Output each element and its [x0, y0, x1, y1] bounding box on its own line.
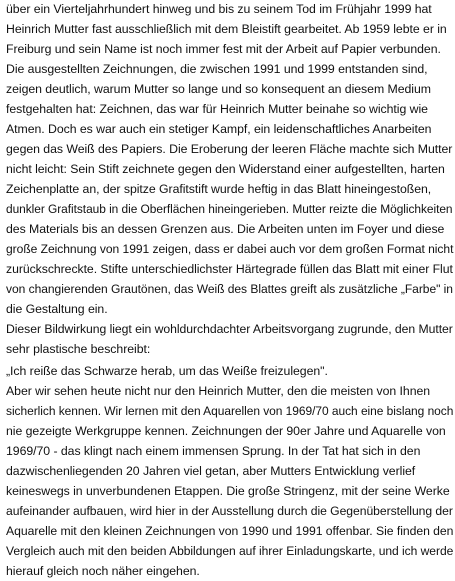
text-line: keineswegs in unverbundenen Etappen. Die große Stringenz, mit der seine Werke: [6, 484, 450, 498]
text-line: festgehalten hat: Zeichnen, das war für Heinrich Mutter beinahe so wichtig wie: [6, 102, 428, 116]
text-line: Die ausgestellten Zeichnungen, die zwischen 1991 und 1999 entstanden sind,: [6, 62, 428, 76]
text-line: zurückschreckte. Stifte unterschiedlichster Härtegrade füllen das Blatt mit einer Flut: [6, 262, 453, 276]
text-line: Freiburg und sein Name ist noch immer fest mit der Arbeit auf Papier verbunden.: [6, 42, 441, 56]
text-line: Vergleich auch mit den beiden Abbildungen auf ihrer Einladungskarte, und ich werde: [6, 544, 454, 558]
text-line: hierauf gleich noch näher eingehen.: [6, 564, 200, 578]
text-line: nicht leicht: Sein Stift zeichnete gegen den Widerstand einer aufgestellten, harten: [6, 162, 445, 176]
text-line: Aber wir sehen heute nicht nur den Heinrich Mutter, den die meisten von Ihnen: [6, 384, 431, 398]
text-line: Heinrich Mutter fast ausschließlich mit dem Bleistift gearbeitet. Ab 1959 lebte er in: [6, 22, 447, 36]
text-line: Dieser Bildwirkung liegt ein wohldurchdachter Arbeitsvorgang zugrunde, den Mutter: [6, 322, 453, 336]
text-line: sehr plastische beschreibt:: [6, 342, 151, 356]
quote-line: „Ich reiße das Schwarze herab, um das Weiße freizulegen".: [6, 364, 328, 378]
text-line: von changierenden Grautönen, das Weiß des Blattes greift als zusätzliche „Farbe" in: [6, 282, 453, 296]
text-line: die Gestaltung ein.: [6, 302, 108, 316]
text-line: dazwischenliegenden 20 Jahren viel getan, aber Mutters Entwicklung verlief: [6, 464, 416, 478]
text-line: Aquarelle mit den kleinen Zeichnungen von 1990 und 1991 offenbar. Sie finden den: [6, 524, 454, 538]
text-line: sicherlich kennen. Wir lernen mit den Aquarellen von 1969/70 auch eine bislang noch: [6, 404, 454, 418]
text-line: aufeinander aufbauen, wird hier in der Ausstellung durch die Gegenüberstellung der: [6, 504, 453, 518]
text-line: Zeichenplatte an, der spitze Grafitstift wurde heftig in das Blatt hineingestoßen,: [6, 182, 432, 196]
text-line: große Zeichnung von 1991 zeigen, dass er dabei auch vor dem großen Format nicht: [6, 242, 454, 256]
text-line: dunkler Grafitstaub in die Oberflächen hineingerieben. Mutter reizte die Möglichkeiten: [6, 202, 453, 216]
text-line: 1969/70 - das klingt nach einem immensen Sprung. In der Tat hat sich in den: [6, 444, 421, 458]
text-line: gegen das Weiß des Papiers. Die Eroberung der leeren Fläche machte sich Mutter: [6, 142, 453, 156]
text-line: Atmen. Doch es war auch ein stetiger Kampf, ein leidenschaftliches Anarbeiten: [6, 122, 432, 136]
text-line: des Materials bis an dessen Grenzen aus. Die Arbeiten unten im Foyer und diese: [6, 222, 445, 236]
text-line: nie gezeigte Werkgruppe kennen. Zeichnungen der 90er Jahre und Aquarelle von: [6, 424, 446, 438]
text-line: über ein Vierteljahrhundert hinweg und bis zu seinem Tod im Frühjahr 1999 hat: [6, 2, 432, 16]
text-line: zeigen deutlich, warum Mutter so lange und so konsequent an diesem Medium: [6, 82, 431, 96]
